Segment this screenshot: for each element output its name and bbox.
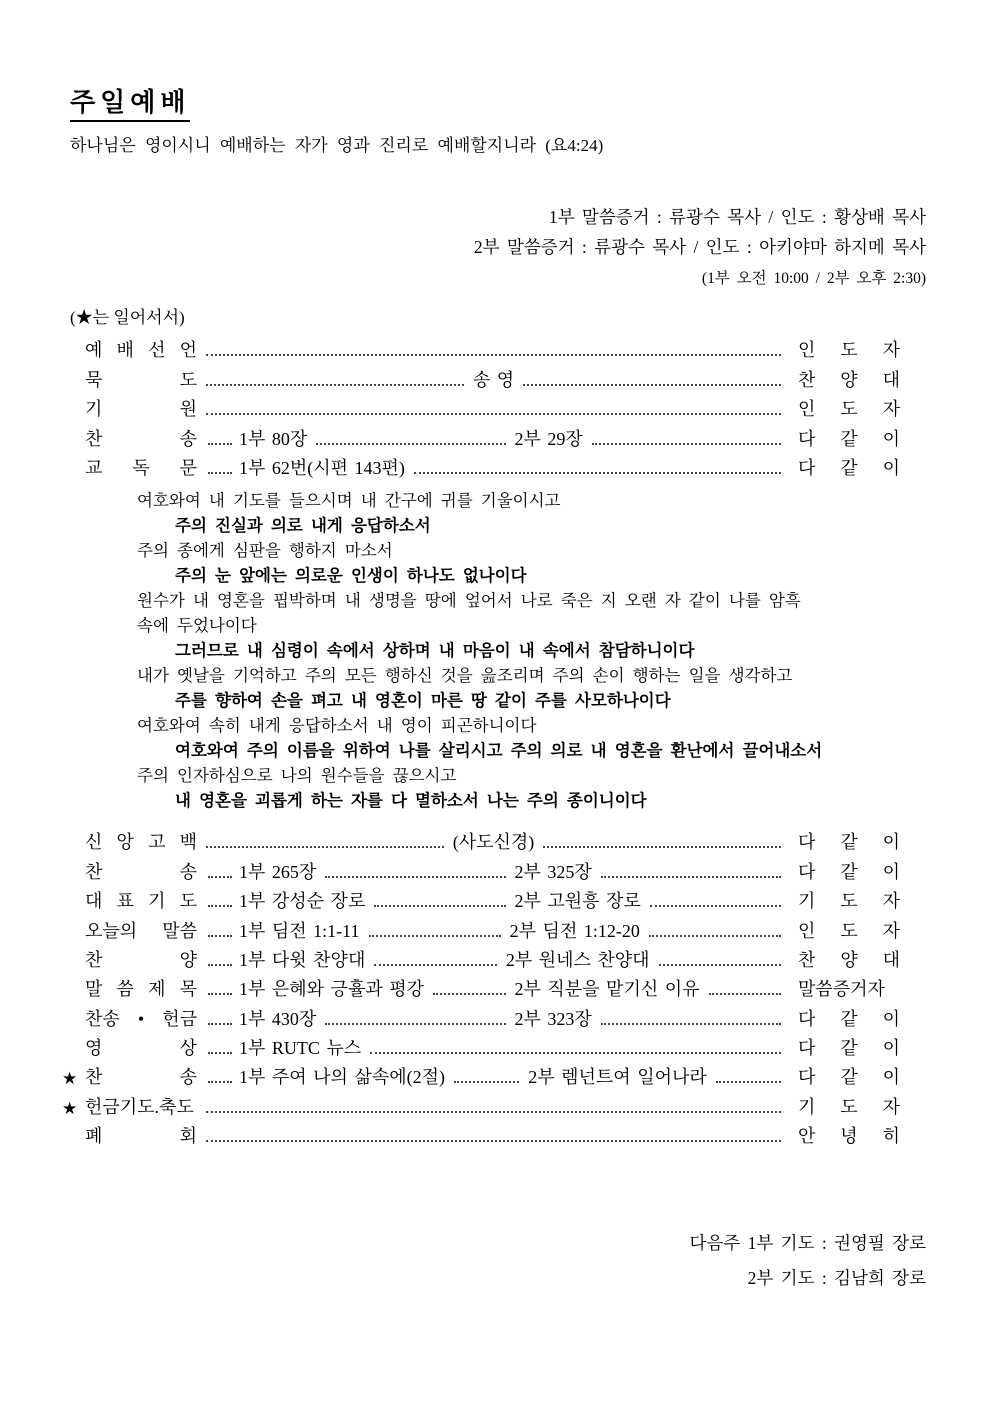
- order-item-label: 기 원: [85, 399, 197, 420]
- service-times: (1부 오전 10:00 / 2부 오후 2:30): [701, 270, 926, 287]
- order-row: [62, 1001, 900, 1030]
- dot-leader: [659, 964, 781, 966]
- order-item-performer: 다 같 이: [798, 428, 900, 449]
- dot-leader: [206, 846, 444, 848]
- order-item-part2: 2부 직분을 맡기신 이유: [514, 979, 700, 1000]
- reading-line: 주의 인자하심으로 나의 원수들을 끊으시고: [137, 765, 457, 785]
- dot-leader: [650, 905, 781, 907]
- reading-line: 여호와여 내 기도를 들으시며 내 간구에 귀를 기울이시고: [137, 490, 561, 510]
- dot-leader: [370, 1052, 781, 1054]
- reading-line: 주의 진실과 의로 내게 응답하소서: [175, 515, 431, 535]
- order-item-performer: 안 녕 히: [798, 1126, 900, 1147]
- dot-leader: [649, 935, 781, 937]
- dot-leader: [208, 935, 232, 937]
- order-item-performer: 인 도 자: [798, 340, 900, 361]
- next-week-prayer-line-1: 다음주 1부 기도 : 권영필 장로: [689, 1233, 926, 1254]
- order-row: [62, 884, 900, 913]
- order-item-performer: 찬 양 대: [798, 949, 901, 970]
- dot-leader: [208, 905, 232, 907]
- order-item-performer: 기 도 자: [798, 1096, 900, 1117]
- order-row: [62, 392, 900, 421]
- reading-line: 여호와여 속히 내게 응답하소서 내 영이 피곤하니이다: [137, 715, 537, 735]
- dot-leader: [716, 1081, 781, 1083]
- order-item-part2: 2부 딤전 1:12-20: [509, 920, 640, 941]
- order-item-label: 찬 양: [85, 949, 197, 970]
- reading-line: 여호와여 주의 이름을 위하여 나를 살리시고 주의 의로 내 영혼을 환난에서 끌어내소서: [175, 740, 823, 760]
- order-row: [62, 943, 900, 972]
- header: [0, 0, 992, 156]
- dot-leader: [433, 993, 506, 995]
- dot-leader: [325, 876, 505, 878]
- next-week-prayer-line-2: 2부 기도 : 김남희 장로: [747, 1268, 926, 1289]
- reading-line: 내가 옛날을 기억하고 주의 모든 행하신 것을 읊조리며 주의 손이 행하는 일을 생각하고: [137, 665, 793, 685]
- service-info: [0, 202, 992, 294]
- order-item-part2: 2부 323장: [514, 1008, 592, 1029]
- order-item-performer: 인 도 자: [798, 399, 900, 420]
- standing-star-icon: ★: [62, 1098, 78, 1118]
- order-row: [62, 913, 900, 942]
- order-item-performer: 다 같 이: [798, 1008, 900, 1029]
- next-week-prayer-info: [0, 1226, 992, 1296]
- order-row: [62, 825, 900, 854]
- order-item-performer: 말씀증거자: [798, 979, 885, 1000]
- order-item-label: 폐 회: [85, 1126, 197, 1147]
- order-of-worship-block-1: [62, 333, 900, 480]
- order-of-worship-block-2: [62, 825, 900, 1148]
- order-item-part1: 1부 다윗 찬양대: [239, 949, 366, 970]
- dot-leader: [208, 472, 232, 474]
- order-item-label: 말 씀 제 목: [85, 979, 197, 1000]
- order-item-performer: 다 같 이: [798, 1038, 900, 1059]
- dot-leader: [208, 443, 232, 445]
- reading-line: 속에 두었나이다: [137, 615, 257, 635]
- order-item-part1: 1부 주여 나의 삶속에(2절): [239, 1067, 445, 1088]
- order-item-mid: (사도신경): [452, 832, 535, 853]
- dot-leader: [206, 1140, 781, 1142]
- dot-leader: [208, 876, 232, 878]
- order-row: [62, 451, 900, 480]
- order-item-label: 헌금기도.축도: [85, 1096, 194, 1117]
- dot-leader: [369, 935, 501, 937]
- dot-leader: [414, 472, 781, 474]
- order-row: [62, 854, 900, 883]
- dot-leader: [325, 1023, 505, 1025]
- dot-leader: [206, 354, 781, 356]
- order-row: [62, 1031, 900, 1060]
- order-item-label: 예 배 선 언: [85, 340, 197, 361]
- order-item-performer: 다 같 이: [798, 861, 900, 882]
- dot-leader: [454, 1081, 519, 1083]
- order-item-part2: 2부 29장: [514, 428, 583, 449]
- order-row: [62, 362, 900, 391]
- verse-subtitle: 하나님은 영이시니 예배하는 자가 영과 진리로 예배할지니라 (요4:24): [70, 136, 604, 155]
- reading-line: 주를 향하여 손을 펴고 내 영혼이 마른 땅 같이 주를 사모하나이다: [175, 690, 671, 710]
- dot-leader: [208, 964, 232, 966]
- order-item-performer: 다 같 이: [798, 832, 901, 853]
- order-item-part1: 1부 은혜와 긍휼과 평강: [239, 979, 424, 1000]
- reading-line: 그러므로 내 심령이 속에서 상하며 내 마음이 내 속에서 참담하니이다: [175, 640, 695, 660]
- service-info-line-1: 1부 말씀증거 : 류광수 목사 / 인도 : 황상배 목사: [548, 207, 926, 227]
- order-item-performer: 다 같 이: [798, 457, 900, 478]
- order-item-label: 신 앙 고 백: [85, 832, 197, 853]
- order-row: [62, 1119, 900, 1148]
- order-item-label: 찬 송: [85, 428, 197, 449]
- order-row: [62, 1089, 900, 1118]
- dot-leader: [374, 905, 505, 907]
- order-item-mid: 송 영: [472, 369, 515, 390]
- standing-note: (★는 일어서서): [70, 308, 185, 327]
- dot-leader: [601, 876, 781, 878]
- order-row: [62, 972, 900, 1001]
- standing-star-icon: ★: [62, 1069, 78, 1089]
- service-info-line-2: 2부 말씀증거 : 류광수 목사 / 인도 : 아키야마 하지메 목사: [473, 237, 926, 257]
- order-item-performer: 인 도 자: [798, 920, 901, 941]
- order-item-part2: 2부 고원흥 장로: [514, 891, 641, 912]
- dot-leader: [601, 1023, 781, 1025]
- dot-leader: [543, 846, 781, 848]
- responsive-reading: [0, 488, 992, 813]
- reading-line: 주의 종에게 심판을 행하지 마소서: [137, 540, 393, 560]
- reading-line: 주의 눈 앞에는 의로운 인생이 하나도 없나이다: [175, 565, 527, 585]
- order-item-part1: 1부 80장: [239, 428, 308, 449]
- dot-leader: [592, 443, 781, 445]
- order-item-performer: 기 도 자: [798, 891, 900, 912]
- order-row: [62, 1060, 900, 1089]
- dot-leader: [374, 964, 496, 966]
- order-item-part1: 1부 265장: [239, 861, 317, 882]
- order-item-label: 오늘의 말씀: [85, 920, 197, 941]
- order-item-part2: 2부 렘넌트여 일어나라: [528, 1067, 707, 1088]
- dot-leader: [208, 993, 232, 995]
- dot-leader: [208, 1023, 232, 1025]
- order-row: [62, 333, 900, 362]
- dot-leader: [206, 384, 464, 386]
- order-item-performer: 다 같 이: [798, 1067, 901, 1088]
- order-item-label: 찬 송: [85, 861, 197, 882]
- dot-leader: [208, 1052, 232, 1054]
- dot-leader: [316, 443, 505, 445]
- page-title: 주일예배: [70, 82, 190, 122]
- order-item-label: 영 상: [85, 1038, 197, 1059]
- order-item-label: 찬송 • 헌금: [85, 1008, 197, 1029]
- order-item-part1: 1부 RUTC 뉴스: [239, 1038, 362, 1059]
- order-item-part1: 1부 강성순 장로: [239, 891, 366, 912]
- dot-leader: [208, 1081, 232, 1083]
- order-item-part1: 1부 430장: [239, 1008, 317, 1029]
- order-item-part1: 1부 62번(시편 143편): [239, 457, 405, 478]
- dot-leader: [709, 993, 782, 995]
- order-item-part2: 2부 325장: [514, 861, 592, 882]
- order-item-part2: 2부 원네스 찬양대: [505, 949, 650, 970]
- order-item-label: 찬 송: [85, 1067, 197, 1088]
- order-item-part1: 1부 딤전 1:1-11: [239, 920, 360, 941]
- order-row: [62, 421, 900, 450]
- order-item-label: 대 표 기 도: [85, 891, 197, 912]
- dot-leader: [206, 1111, 781, 1113]
- order-item-performer: 찬 양 대: [798, 369, 900, 390]
- dot-leader: [206, 413, 781, 415]
- reading-line: 내 영혼을 괴롭게 하는 자를 다 멸하소서 나는 주의 종이니이다: [175, 790, 647, 810]
- order-item-label: 교 독 문: [85, 457, 197, 478]
- order-item-label: 묵 도: [85, 369, 197, 390]
- reading-line: 원수가 내 영혼을 핍박하며 내 생명을 땅에 엎어서 나로 죽은 지 오랜 자 같이 나를 암흑: [137, 590, 801, 610]
- dot-leader: [523, 384, 781, 386]
